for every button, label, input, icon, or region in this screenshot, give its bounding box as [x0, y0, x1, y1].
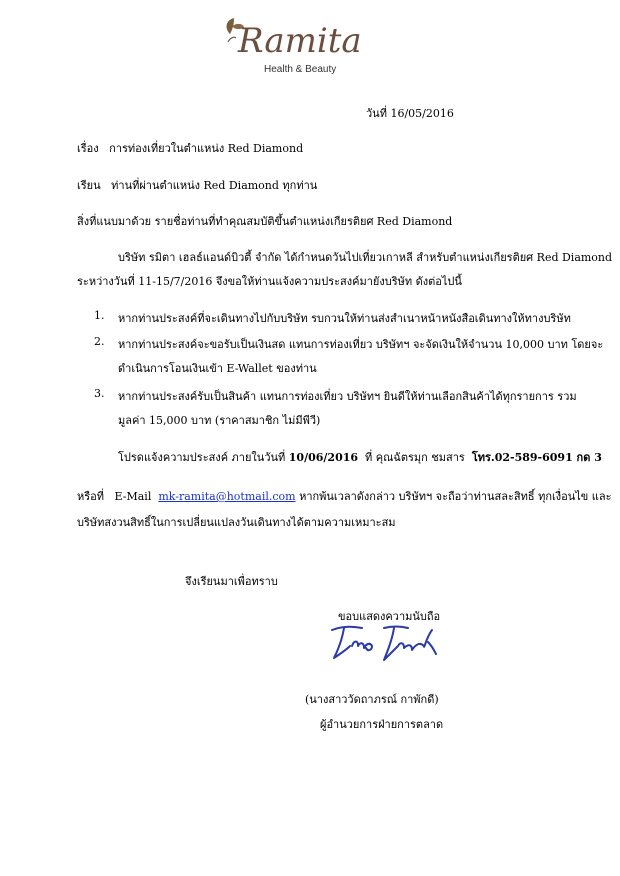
email-after: หากพ้นเวลาดังกล่าว บริษัทฯ จะถือว่าท่านสละสิทธิ์ ทุกเงื่อนไข และ — [299, 490, 612, 503]
signature-image — [328, 620, 440, 666]
body-paragraph-line1: บริษัท รมิตา เฮลธ์แอนด์บิวตี้ จำกัด ได้กำหนดวันไปเที่ยวเกาหลี สำหรับตำแหน่งเกียรติยศ Red Diamond — [118, 251, 613, 264]
signer-title: ผู้อำนวยการฝ่ายการตลาด — [320, 718, 444, 731]
email-link[interactable]: mk-ramita@hotmail.com — [158, 490, 296, 503]
notify-phone: โทร.02-589-6091 กด 3 — [471, 451, 602, 464]
subject-line — [77, 139, 303, 157]
list-item-number: 2. — [94, 335, 105, 348]
subject-text: การท่องเที่ยวในตำแหน่ง Red Diamond — [109, 142, 304, 155]
body-paragraph-line2: ระหว่างวันที่ 11-15/7/2016 จึงขอให้ท่านแจ้งความประสงค์มายังบริษัท ดังต่อไปนี้ — [77, 275, 462, 288]
reserve-line: บริษัทสงวนสิทธิ์ในการเปลี่ยนแปลงวันเดินทางได้ตามความเหมาะสม — [77, 516, 396, 529]
list-item-text: หากท่านประสงค์รับเป็นสินค้า แทนการท่องเที่ยว บริษัทฯ ยินดีให้ท่านเลือกสินค้าได้ทุกรายการ รวม — [118, 390, 577, 403]
email-line — [77, 487, 612, 505]
logo-brand: Ramita — [238, 21, 362, 61]
list-item-text-cont: มูลค่า 15,000 บาท (ราคาสมาชิก ไม่มีพีวี) — [118, 414, 321, 427]
recipient-label: เรียน — [77, 179, 101, 192]
list-item-text: หากท่านประสงค์จะขอรับเป็นเงินสด แทนการท่องเที่ยว บริษัทฯ จะจัดเงินให้จำนวน 10,000 บาท โดยจะ — [118, 338, 604, 351]
letter-date: วันที่ 16/05/2016 — [366, 107, 454, 120]
list-item-number: 1. — [94, 309, 105, 322]
recipient-text: ท่านที่ผ่านตำแหน่ง Red Diamond ทุกท่าน — [111, 179, 318, 192]
list-item-number: 3. — [94, 387, 105, 400]
list-item-text: หากท่านประสงค์ที่จะเดินทางไปกับบริษัท รบกวนให้ท่านส่งสำเนาหน้าหนังสือเดินทางให้ทางบริษัท — [118, 312, 571, 325]
signer-name: (นางสาววัดถาภรณ์ กาพักดี) — [305, 693, 439, 706]
thanks-line: ขอบแสดงความนับถือ — [338, 610, 441, 623]
closing-line: จึงเรียนมาเพื่อทราบ — [185, 575, 278, 588]
subject-label: เรื่อง — [77, 142, 99, 155]
ramita-logo — [220, 12, 370, 76]
notify-deadline: 10/06/2016 — [288, 451, 359, 464]
or-label: หรือที่ — [77, 490, 105, 503]
logo-tagline: Health & Beauty — [264, 64, 337, 75]
notify-prefix: โปรดแจ้งความประสงค์ ภายในวันที่ — [118, 451, 286, 464]
recipient-line — [77, 176, 317, 194]
attachment-line: สิ่งที่แนบมาด้วย รายชื่อท่านที่ทำคุณสมบัติขึ้นตำแหน่งเกียรติยศ Red Diamond — [77, 215, 453, 228]
notify-line — [118, 448, 602, 466]
list-item-text-cont: ดำเนินการโอนเงินเข้า E-Wallet ของท่าน — [118, 362, 317, 375]
notify-contact: ที่ คุณฉัตรมุก ชมสาร — [365, 451, 465, 464]
email-label: E-Mail — [114, 490, 152, 503]
